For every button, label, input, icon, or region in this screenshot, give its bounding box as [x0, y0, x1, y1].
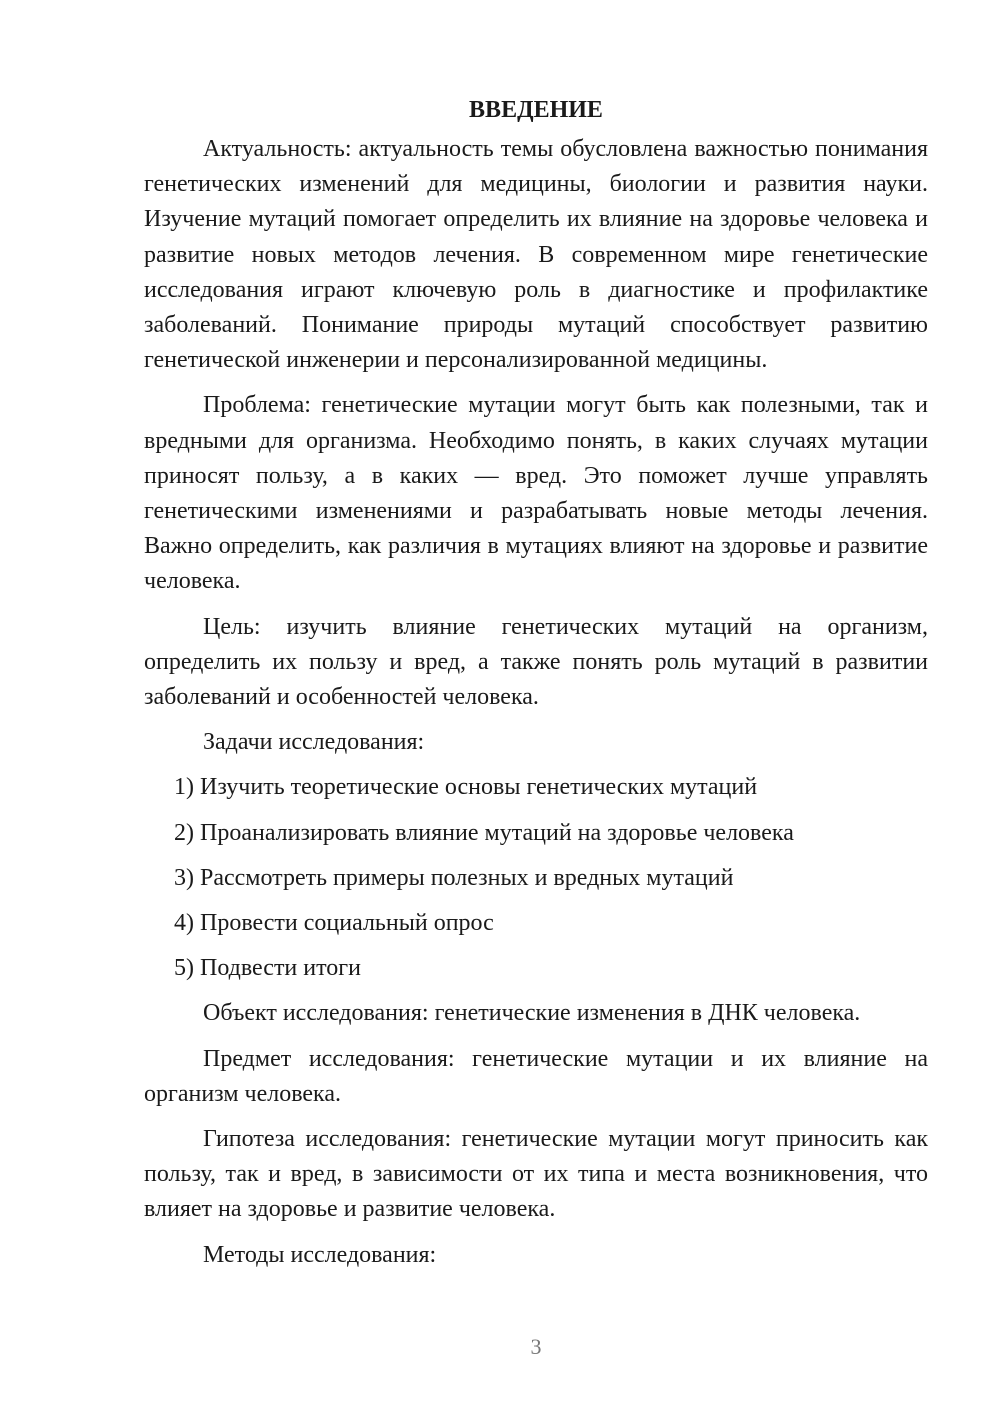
goal-paragraph: Цель: изучить влияние генетических мутаций на организм, определить их пользу и вред, а также понять роль мутаций в развитии заболеваний и особенностей человека. [144, 613, 928, 711]
relevance-paragraph: Актуальность: актуальность темы обусловлена важностью понимания генетических изменений для медицины, биологии и развития науки. Изучение мутаций помогает определить их влияние на здоровье человека и развитие новых методов лечения. В современном мире генетические исследования играют ключевую роль в диагностике и профилактике заболеваний. Понимание природы мутаций способствует развитию генетической инженерии и персонализированной медицины. [144, 136, 928, 374]
section-heading: ВВЕДЕНИЕ [469, 97, 603, 123]
hypothesis-paragraph: Гипотеза исследования: генетические мутации могут приносить как пользу, так и вред, в зависимости от их типа и места возникновения, что влияет на здоровье и развитие человека. [144, 1126, 928, 1223]
page-content [144, 92, 928, 1283]
task-item: 2) Проанализировать влияние мутаций на здоровье человека [174, 819, 794, 846]
methods-title: Методы исследования: [203, 1241, 437, 1268]
tasks-list [144, 770, 928, 986]
subject-paragraph: Предмет исследования: генетические мутации и их влияние на организм человека. [144, 1045, 928, 1107]
task-item: 3) Рассмотреть примеры полезных и вредных мутаций [174, 864, 734, 891]
object-paragraph: Объект исследования: генетические изменения в ДНК человека. [203, 1000, 861, 1027]
task-item: 4) Провести социальный опрос [174, 910, 494, 937]
task-item: 1) Изучить теоретические основы генетических мутаций [174, 774, 758, 801]
page-number: 3 [530, 1334, 542, 1359]
task-item: 5) Подвести итоги [174, 955, 361, 982]
problem-paragraph: Проблема: генетические мутации могут быть как полезными, так и вредными для организма. Необходимо понять, в каких случаях мутации приносят пользу, а в каких — вред. Это поможет лучше управлять генетическими изменениями и разрабатывать новые методы лечения. Важно определить, как различия в мутациях влияют на здоровье и развитие человека. [144, 392, 928, 595]
tasks-title: Задачи исследования: [203, 729, 425, 756]
